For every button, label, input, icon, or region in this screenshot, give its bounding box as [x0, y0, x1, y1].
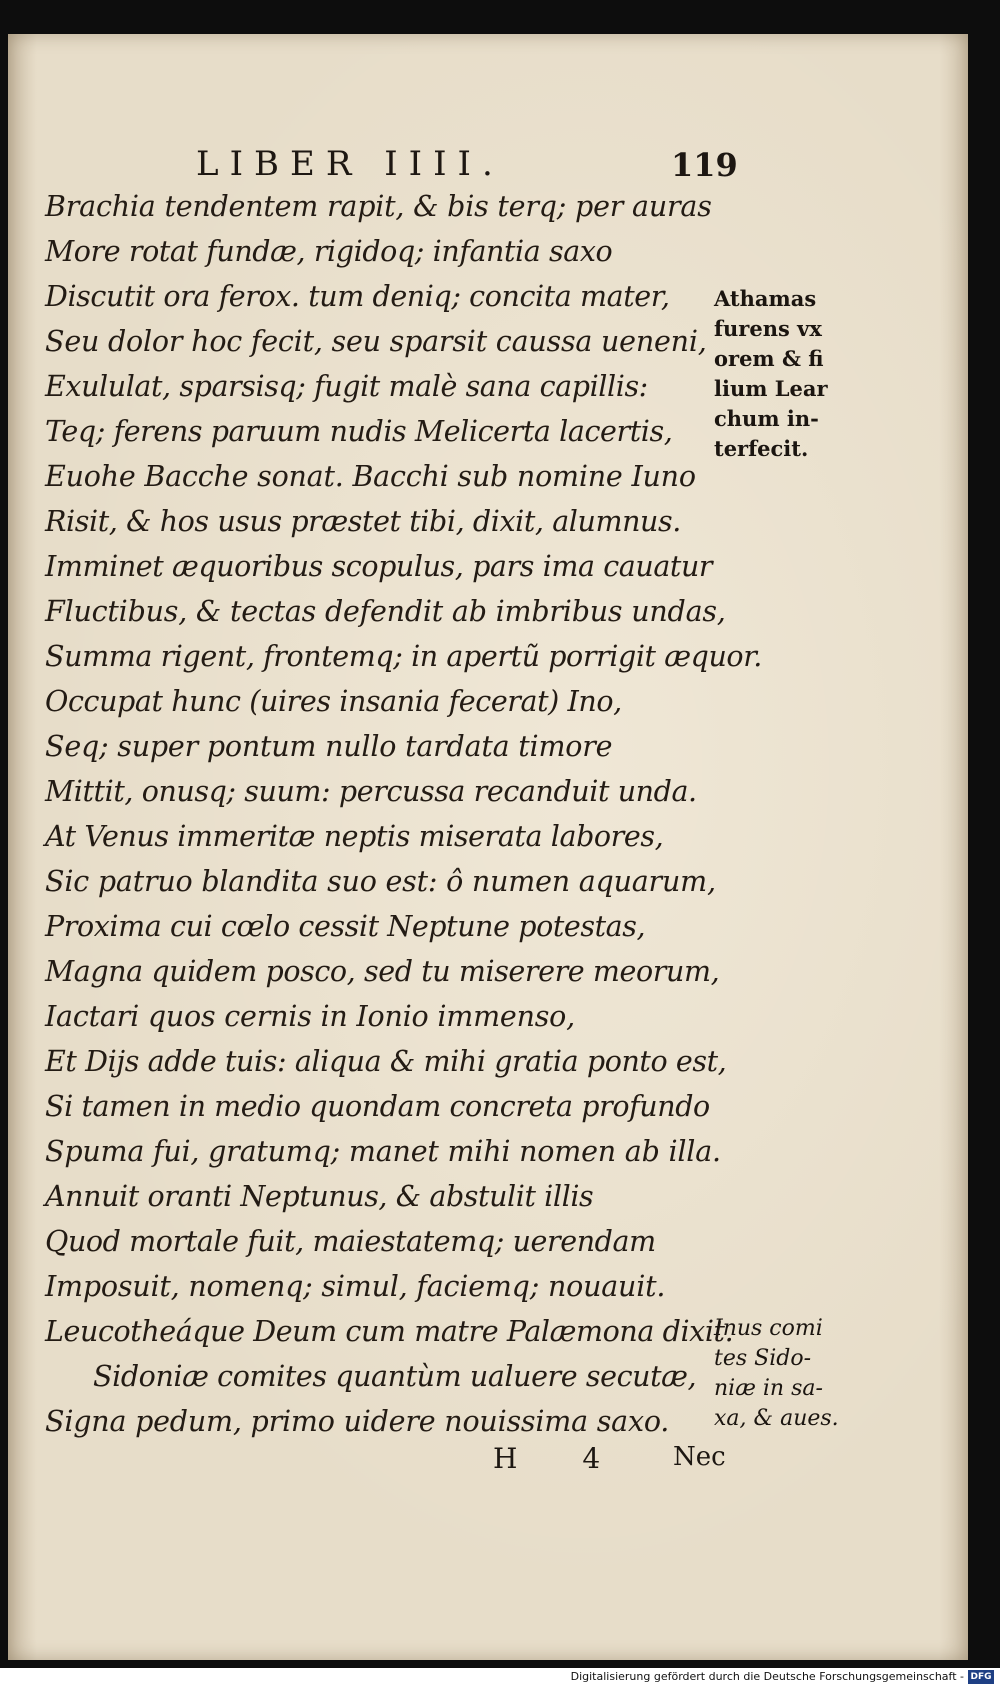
- signature-mark: H 4: [493, 1442, 629, 1475]
- margin-note-line: chum in-: [714, 406, 819, 431]
- verse-line-24: Quod mortale fuit, maiestatemq; uerendam: [45, 1225, 656, 1258]
- verse-line-17: Proxima cui cœlo cessit Neptune potestas,: [45, 910, 646, 943]
- verse-line-14: Mittit, onusq; suum: percussa recanduit unda.: [45, 775, 697, 808]
- digitization-credit: Digitalisierung gefördert durch die Deutsche Forschungsgemeinschaft -: [570, 1670, 964, 1683]
- margin-note-line: Athamas: [714, 286, 817, 311]
- catchword: Nec: [673, 1442, 726, 1472]
- verse-line-5: Exululat, sparsisq; fugit malè sana capillis:: [45, 370, 648, 403]
- margin-note-line: terfecit.: [714, 436, 809, 461]
- verse-line-2: More rotat fundæ, rigidoq; infantia saxo: [45, 235, 613, 268]
- verse-line-18: Magna quidem posco, sed tu miserere meorum,: [45, 955, 720, 988]
- verse-line-19: Iactari quos cernis in Ionio immenso,: [45, 1000, 575, 1033]
- verse-line-4: Seu dolor hoc fecit, seu sparsit caussa ueneni,: [45, 325, 707, 358]
- verse-line-16: Sic patruo blandita suo est: ô numen aquarum,: [45, 865, 716, 898]
- margin-note-line: orem & fi: [714, 346, 824, 371]
- margin-note-line: xa, & aues.: [714, 1406, 839, 1431]
- verse-line-15: At Venus immeritæ neptis miserata labores,: [45, 820, 664, 853]
- book-page: [8, 34, 968, 1660]
- margin-note-line: furens vx: [714, 316, 822, 341]
- margin-note-line: niæ in sa-: [714, 1376, 823, 1401]
- verse-line-28: Signa pedum, primo uidere nouissima saxo.: [45, 1405, 670, 1438]
- margin-note-line: lium Lear: [714, 376, 828, 401]
- verse-line-21: Si tamen in medio quondam concreta profundo: [45, 1090, 710, 1123]
- verse-line-3: Discutit ora ferox. tum deniq; concita mater,: [45, 280, 670, 313]
- verse-line-27: Sidoniæ comites quantùm ualuere secutæ,: [93, 1360, 697, 1393]
- verse-line-10: Fluctibus, & tectas defendit ab imbribus undas,: [45, 595, 726, 628]
- verse-line-1: Brachia tendentem rapit, & bis terq; per auras: [45, 190, 712, 223]
- verse-line-25: Imposuit, nomenq; simul, faciemq; nouauit.: [45, 1270, 666, 1303]
- credit-bar: [0, 1668, 1000, 1687]
- margin-note-inus-comites: [714, 1314, 869, 1434]
- verse-line-12: Occupat hunc (uires insania fecerat) Ino,: [45, 685, 622, 718]
- verse-line-20: Et Dijs adde tuis: aliqua & mihi gratia ponto est,: [45, 1045, 727, 1078]
- margin-note-line: tes Sido-: [714, 1346, 812, 1371]
- margin-note-line: Inus comi: [714, 1316, 823, 1341]
- verse-line-22: Spuma fui, gratumq; manet mihi nomen ab illa.: [45, 1135, 721, 1168]
- verse-line-26: Leucotheáque Deum cum matre Palæmona dixit.: [45, 1315, 734, 1348]
- dfg-logo-icon: DFG: [968, 1670, 994, 1684]
- running-head: LIBER IIII.: [196, 144, 504, 184]
- folio-number: 119: [671, 146, 738, 184]
- verse-line-6: Teq; ferens paruum nudis Melicerta lacertis,: [45, 415, 673, 448]
- margin-note-athamas: [714, 284, 869, 464]
- verse-line-9: Imminet æquoribus scopulus, pars ima cauatur: [45, 550, 713, 583]
- verse-line-8: Risit, & hos usus præstet tibi, dixit, alumnus.: [45, 505, 681, 538]
- verse-line-13: Seq; super pontum nullo tardata timore: [45, 730, 613, 763]
- page-footer: [8, 1442, 968, 1482]
- verse-line-11: Summa rigent, frontemq; in apertũ porrigit æquor.: [45, 640, 762, 673]
- verse-line-23: Annuit oranti Neptunus, & abstulit illis: [45, 1180, 594, 1213]
- page-header: [8, 144, 968, 184]
- verse-line-7: Euohe Bacche sonat. Bacchi sub nomine Iuno: [45, 460, 696, 493]
